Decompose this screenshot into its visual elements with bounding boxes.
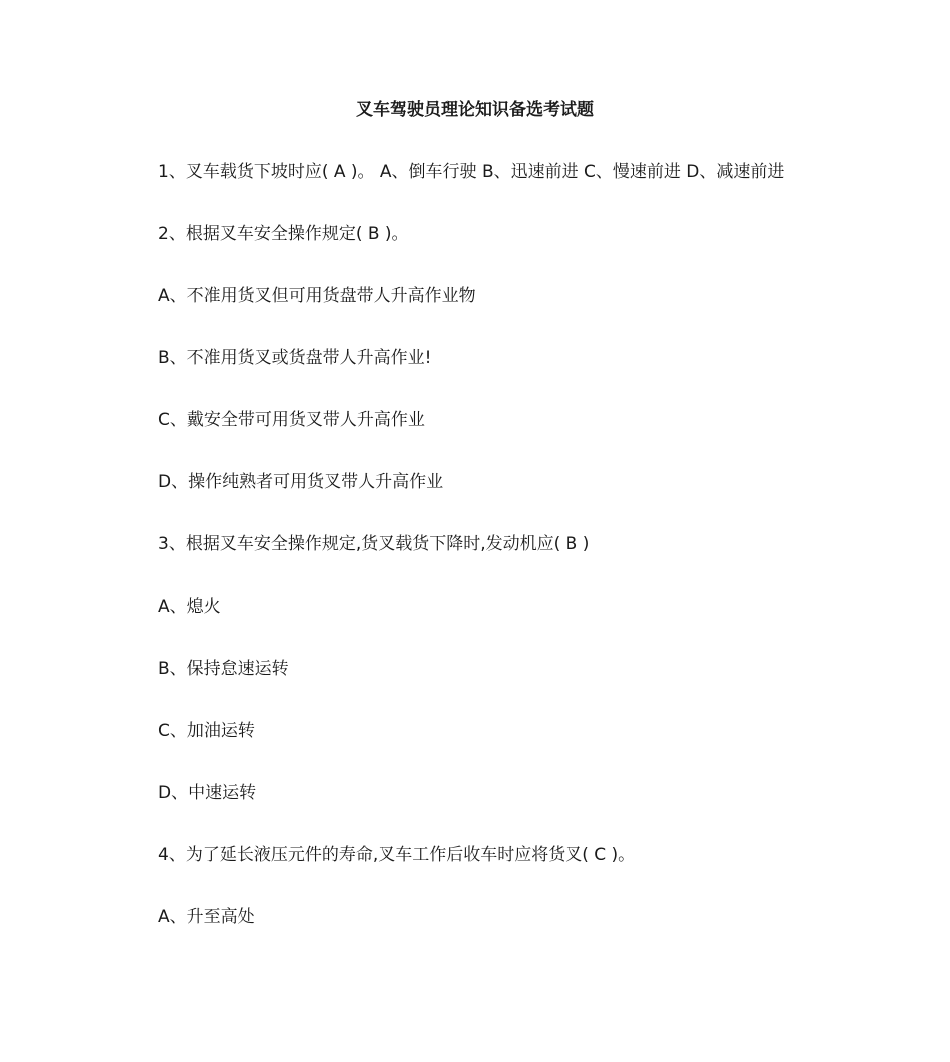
question-2-option-a: A、不准用货叉但可用货盘带人升高作业物	[158, 286, 476, 306]
document-title: 叉车驾驶员理论知识备选考试题	[356, 100, 594, 120]
question-2-line: 2、根据叉车安全操作规定( B )。	[158, 224, 409, 244]
question-3-option-a: A、熄火	[158, 597, 221, 617]
question-3-option-c: C、加油运转	[158, 721, 255, 741]
question-3-option-d: D、中速运转	[158, 783, 257, 803]
question-2-option-b: B、不准用货叉或货盘带人升高作业!	[158, 348, 432, 368]
question-2-option-c: C、戴安全带可用货叉带人升高作业	[158, 410, 425, 430]
question-4-line: 4、为了延长液压元件的寿命,叉车工作后收车时应将货叉( C )。	[158, 845, 636, 865]
question-4-option-a: A、升至高处	[158, 907, 255, 927]
question-2-option-d: D、操作纯熟者可用货叉带人升高作业	[158, 472, 444, 492]
question-3-line: 3、根据叉车安全操作规定,货叉载货下降时,发动机应( B )	[158, 534, 590, 554]
question-3-option-b: B、保持怠速运转	[158, 659, 289, 679]
question-1-line: 1、叉车载货下坡时应( A )。 A、倒车行驶 B、迅速前进 C、慢速前进 D、减速前进	[158, 162, 785, 182]
